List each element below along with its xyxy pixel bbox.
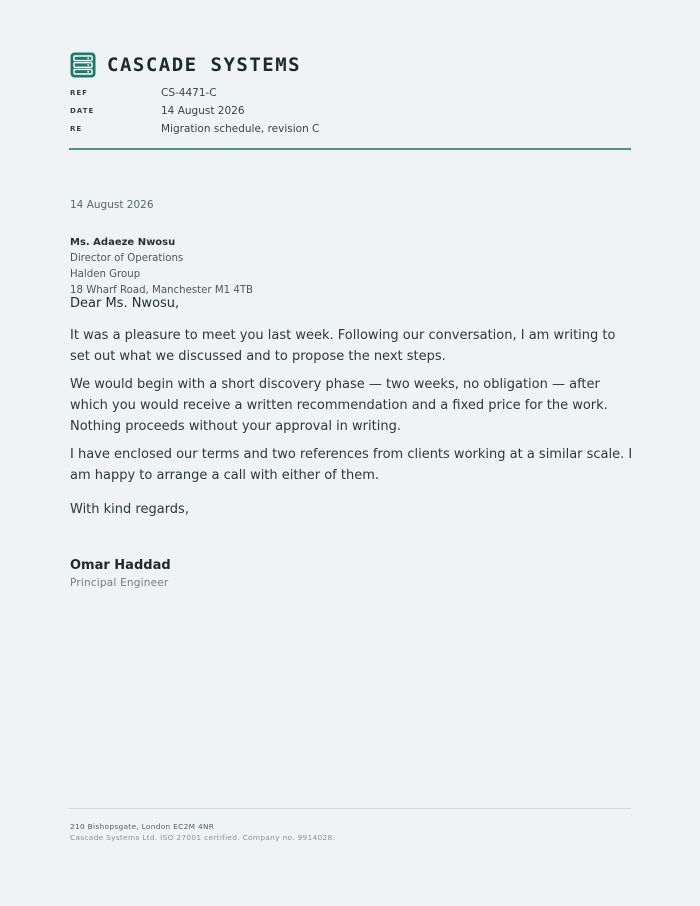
meta-value: CS-4471-C — [161, 87, 217, 99]
salutation: Dear Ms. Nwosu, — [70, 296, 180, 311]
recipient-address-block — [70, 235, 253, 299]
meta-value: 14 August 2026 — [161, 105, 245, 117]
meta-value: Migration schedule, revision C — [161, 123, 320, 135]
company-name: CASCADE SYSTEMS — [107, 54, 302, 76]
letter-date: 14 August 2026 — [70, 199, 154, 211]
meta-row-date — [70, 102, 319, 120]
reference-block — [70, 84, 319, 138]
footer-divider — [69, 808, 631, 809]
body-paragraph: I have enclosed our terms and two references from clients working at a similar scale. I am happy to arrange a call with either of them. — [70, 447, 633, 483]
recipient-name: Ms. Adaeze Nwosu — [70, 237, 176, 248]
recipient-company: Halden Group — [70, 269, 141, 280]
signatory-title: Principal Engineer — [70, 577, 169, 589]
meta-key: RE — [70, 125, 83, 133]
server-rack-icon — [70, 52, 96, 78]
meta-key: DATE — [70, 107, 95, 115]
body-paragraph: It was a pleasure to meet you last week. Following our conversation, I am writing to set out what we discussed and to propose the next steps. — [70, 328, 616, 364]
signatory-name: Omar Haddad — [70, 558, 171, 573]
meta-key: REF — [70, 89, 88, 97]
meta-row-re — [70, 120, 319, 138]
closing: With kind regards, — [70, 502, 189, 517]
recipient-address: 18 Wharf Road, Manchester M1 4TB — [70, 285, 254, 296]
meta-row-ref — [70, 84, 319, 102]
footer-address: 210 Bishopsgate, London EC2M 4NR — [70, 822, 215, 831]
footer-legal: Cascade Systems Ltd. ISO 27001 certified. Company no. 9914028. — [70, 833, 336, 842]
letter-body — [70, 325, 635, 493]
header-divider — [69, 148, 631, 150]
body-paragraph: We would begin with a short discovery phase — two weeks, no obligation — after which you would receive a written recommendation and a fixed price for the work. Nothing proceeds without your approval in writing. — [70, 377, 608, 434]
letterhead — [70, 52, 301, 78]
recipient-title: Director of Operations — [70, 253, 184, 264]
